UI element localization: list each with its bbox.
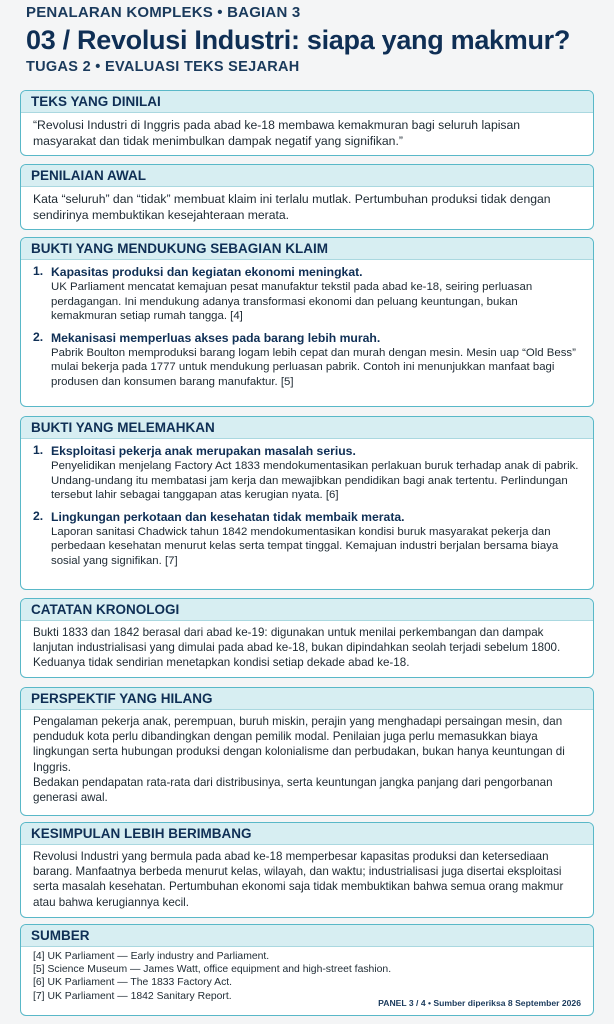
section-penilaian-awal <box>20 164 594 230</box>
section-heading: KESIMPULAN LEBIH BERIMBANG <box>21 823 593 845</box>
item-number: 1. <box>33 443 44 457</box>
item-number: 2. <box>33 508 44 523</box>
section-heading: TEKS YANG DINILAI <box>21 91 593 113</box>
section-heading: PERSPEKTIF YANG HILANG <box>21 688 593 710</box>
item-title: Lingkungan perkotaan dan kesehatan tidak membaik merata. <box>51 509 405 524</box>
source-item: [7] UK Parliament — 1842 Sanitary Report. <box>33 990 232 1002</box>
panel-footer: PANEL 3 / 4 • Sumber diperiksa 8 September 2026 <box>378 998 581 1008</box>
source-item: [6] UK Parliament — The 1833 Factory Act. <box>33 977 233 989</box>
list-item <box>33 264 581 324</box>
section-perspektif-hilang <box>20 687 594 816</box>
section-teks-dinilai <box>20 90 594 156</box>
section-kesimpulan <box>20 822 594 918</box>
item-number: 2. <box>33 329 44 344</box>
section-body: Pengalaman pekerja anak, perempuan, buruh miskin, perajin yang menghadapi persaingan mesin, dan penduduk kota perlu dibandingkan dengan pemilik modal. Penilaian juga perlu memasukkan biaya lingkungan serta hubungan produksi dengan kolonialisme dan perbudakan, bukan hanya keuntungan di Inggris. <box>33 715 565 774</box>
section-heading: PENILAIAN AWAL <box>21 165 593 187</box>
source-item: [5] Science Museum — James Watt, office equipment and high-street fashion. <box>33 964 392 976</box>
section-bukti-melemahkan <box>20 416 594 590</box>
section-body: Bukti 1833 dan 1842 berasal dari abad ke-19: digunakan untuk menilai perkembangan dan dampak lanjutan industrialisasi yang dimulai pada abad ke-18, bukan dipindahkan seolah terjadi sebelum 1800. Keduanya tidak sendirian menetapkan kondisi setiap dekade abad ke-18. <box>33 626 561 670</box>
section-heading: SUMBER <box>21 925 593 947</box>
item-number: 1. <box>33 264 44 278</box>
page-header <box>26 4 604 75</box>
source-item: [4] UK Parliament — Early industry and Parliament. <box>33 951 270 962</box>
item-title: Eksploitasi pekerja anak merupakan masalah serius. <box>51 444 356 458</box>
item-title: Mekanisasi memperluas akses pada barang lebih murah. <box>51 330 381 345</box>
section-sumber <box>20 924 594 1016</box>
section-heading: BUKTI YANG MELEMAHKAN <box>21 417 593 439</box>
item-text: UK Parliament mencatat kemajuan pesat manufaktur tekstil pada abad ke-18, seiring perluasan perdagangan. Ini mendukung adanya transformasi ekonomi dan peluang keuntungan, bukan kemakmuran setiap rumah tangga. [4] <box>51 281 533 323</box>
section-bukti-mendukung <box>20 237 594 407</box>
page-title: 03 / Revolusi Industri: siapa yang makmur? <box>26 25 571 55</box>
list-item <box>33 330 581 390</box>
section-body: “Revolusi Industri di Inggris pada abad ke-18 membawa kemakmuran bagi seluruh lapisan masyarakat dan tidak menimbulkan dampak negatif yang signifikan.” <box>33 118 521 148</box>
item-title: Kapasitas produksi dan kegiatan ekonomi meningkat. <box>51 265 363 279</box>
section-body-note: Bedakan pendapatan rata-rata dari distribusinya, serta keuntungan jangka panjang dari pengorbanan generasi awal. <box>33 775 553 805</box>
section-heading: BUKTI YANG MENDUKUNG SEBAGIAN KLAIM <box>21 238 593 260</box>
section-body: Revolusi Industri yang bermula pada abad ke-18 memperbesar kapasitas produksi dan ketersediaan barang. Manfaatnya berbeda menurut kelas, wilayah, dan waktu; industrialisasi juga disertai eksploitasi serta masalah kesehatan. Pertumbuhan ekonomi saja tidak membuktikan bahwa semua orang makmur atau bahwa kerugiannya kecil. <box>33 850 564 909</box>
item-text: Laporan sanitasi Chadwick tahun 1842 mendokumentasikan kondisi buruk masyarakat pekerja dan perbedaan kesehatan menurut kelas serta tempat tinggal. Kemajuan industri berjalan bersama biaya sosial yang signifikan. [7] <box>51 525 559 567</box>
list-item <box>33 509 581 569</box>
kicker: PENALARAN KOMPLEKS • BAGIAN 3 <box>26 4 301 21</box>
section-catatan-kronologi <box>20 598 594 678</box>
item-text: Pabrik Boulton memproduksi barang logam lebih cepat dan murah dengan mesin. Mesin uap “Old Bess” mulai bekerja pada 1777 untuk mendukung perluasan pabrik. Contoh ini menunjukkan manfaat bagi produsen dan konsumen barang manufaktur. [5] <box>51 346 576 388</box>
item-text: Penyelidikan menjelang Factory Act 1833 mendokumentasikan perlakuan buruk terhadap anak di pabrik. Undang-undang itu membatasi jam kerja dan mewajibkan pendidikan bagi anak tertentu. Perlindungan tersebut lahir sebagai tanggapan atas kerugian nyata. [6] <box>51 460 579 502</box>
section-heading: CATATAN KRONOLOGI <box>21 599 593 621</box>
page-subtitle: TUGAS 2 • EVALUASI TEKS SEJARAH <box>26 59 300 75</box>
section-body: Kata “seluruh” dan “tidak” membuat klaim ini terlalu mutlak. Pertumbuhan produksi tidak dengan sendirinya membuktikan kesejahteraan merata. <box>33 192 551 222</box>
list-item <box>33 443 581 503</box>
